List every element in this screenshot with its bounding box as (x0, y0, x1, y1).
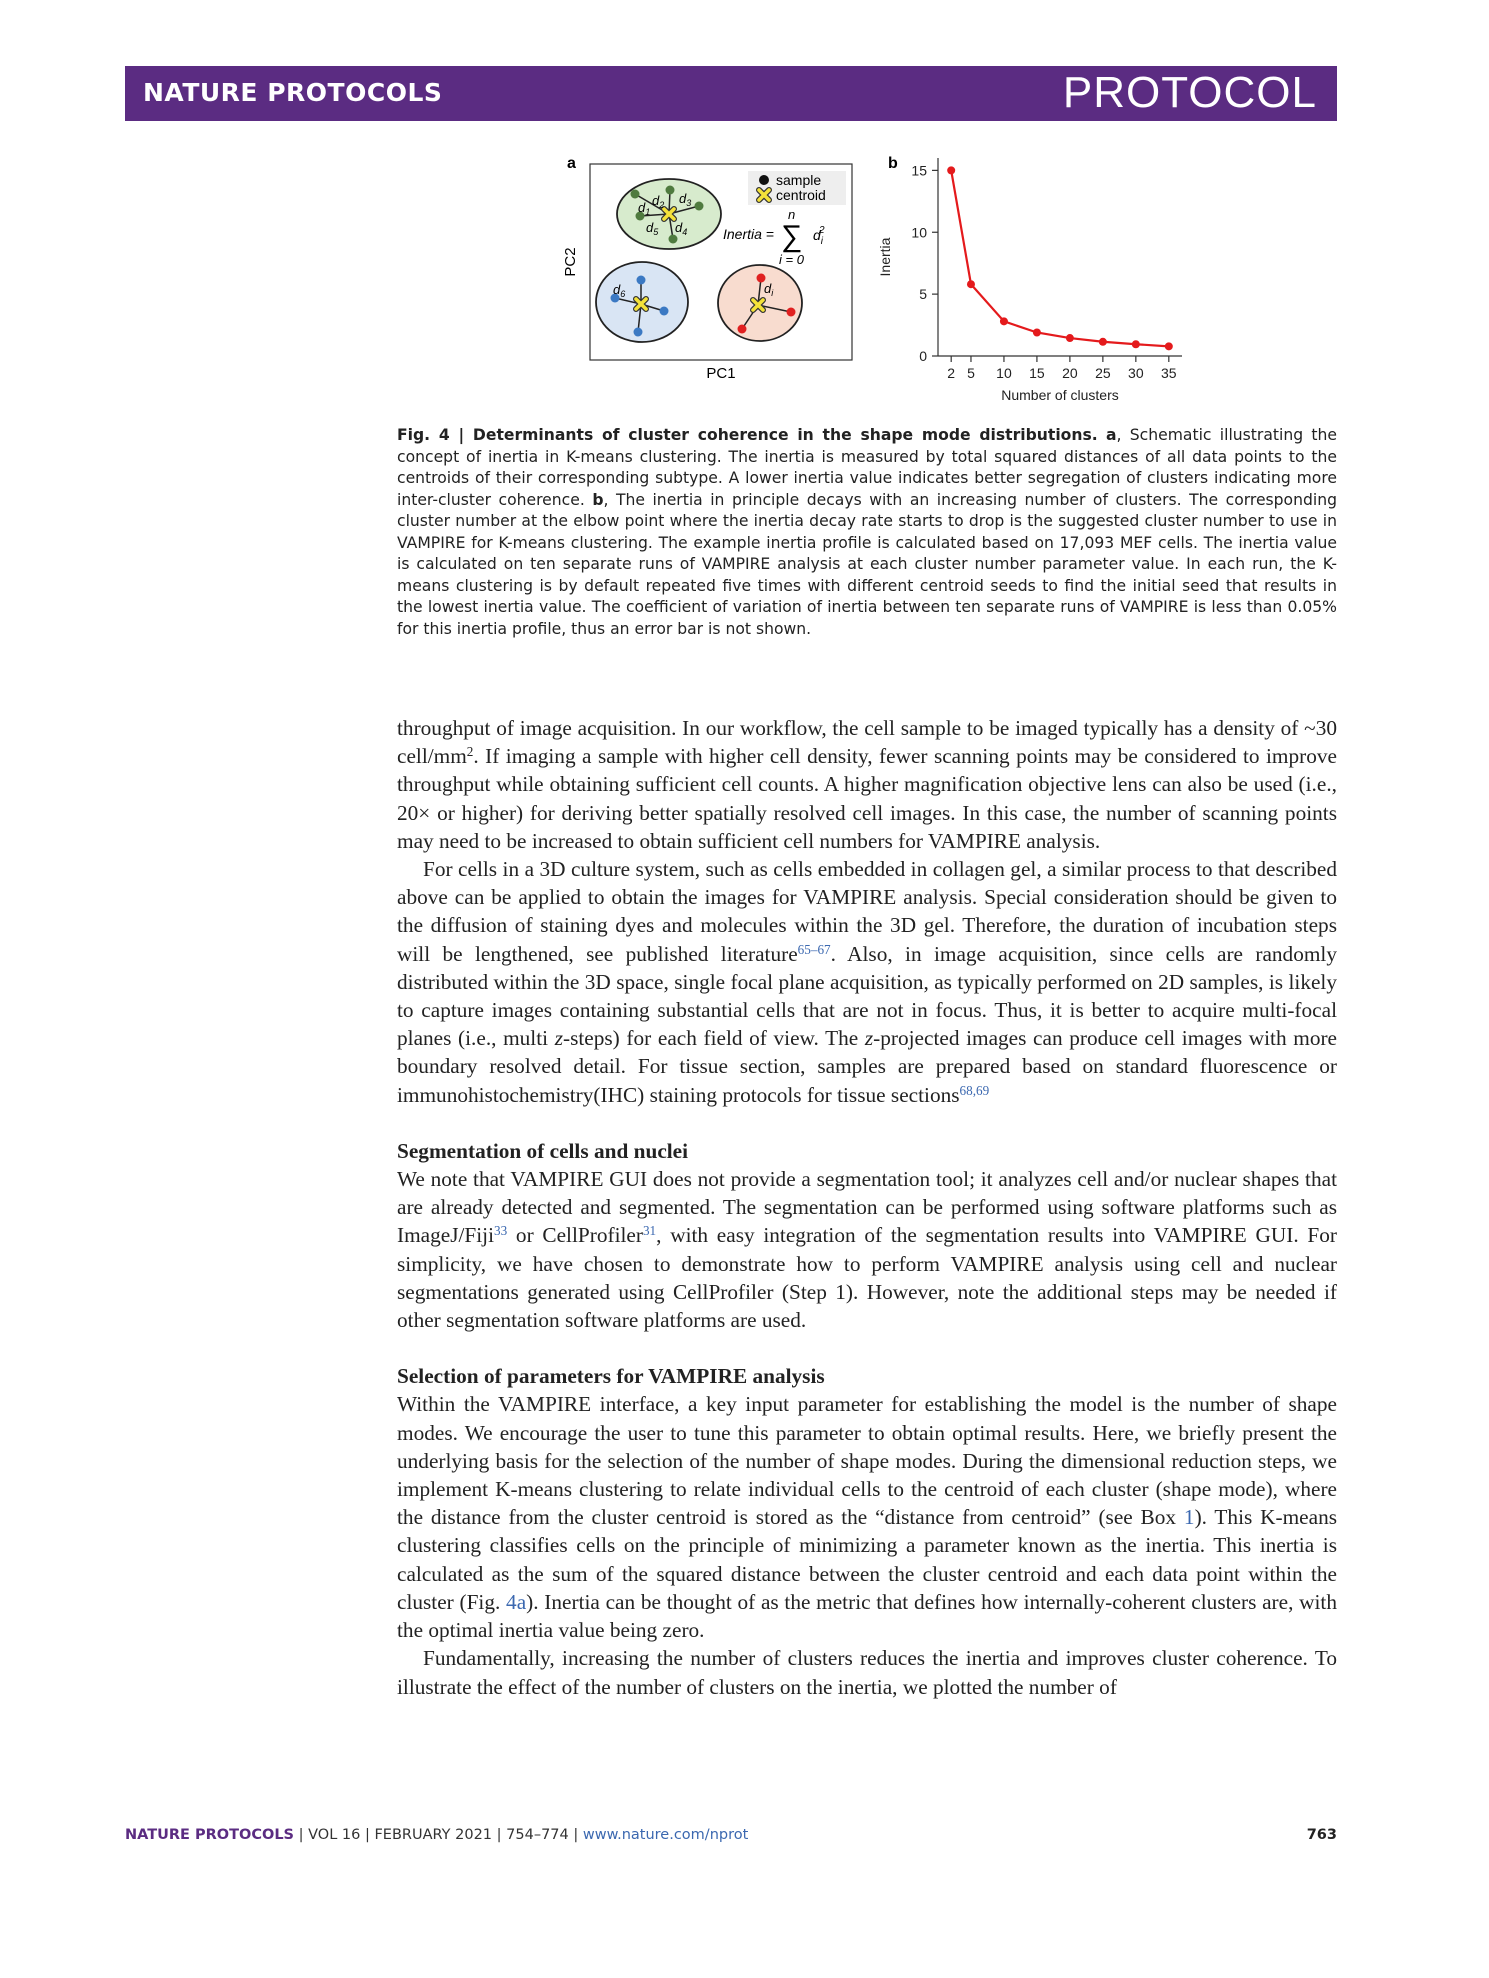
cluster-blue (596, 262, 688, 342)
label-d1: $d_1$ (638, 200, 651, 217)
data-point (1033, 328, 1041, 336)
label-di: $d_i$ (764, 281, 774, 298)
paragraph-3: We note that VAMPIRE GUI does not provide a segmentation tool; it analyzes cell and/or nuclear shapes that are already detected and segmented. The segmentation can be performed using software platforms such as ImageJ/Fiji$^{33}$ or CellProfiler$^{31}$, with easy integration of the segmentation results into VAMPIRE GUI. For simplicity, we have chosen to demonstrate how to perform VAMPIRE analysis using cell and nuclear segmentations generated using CellProfiler (Step 1). However, note the additional steps may be needed if other segmentation software platforms are used. (397, 1167, 1337, 1333)
body-text (397, 714, 1337, 1701)
x-axis-label: Number of clusters (1001, 387, 1119, 403)
inertia-chart (877, 158, 1182, 403)
page-number: 763 (1306, 1827, 1337, 1843)
x-tick-label: 5 (967, 365, 975, 381)
formula-lhs: Inertia = (723, 226, 774, 242)
y-axis-label: Inertia (877, 237, 893, 277)
caption-a-text: , Schematic illustrating the concept of inertia in K-means clustering. The inertia is measured by total squared distances of all data points to the centroids of their corresponding subtype. A lower inertia value indicates better segregation of clusters indicating more inter-cluster coherence. (397, 426, 1338, 509)
panel-a-label: a (567, 155, 576, 172)
data-point (1099, 338, 1107, 346)
label-d6: $d_6$ (613, 282, 626, 299)
cluster-green (617, 179, 721, 249)
ref-65-67[interactable]: 65–67 (797, 941, 831, 957)
footer-pages: 754–774 (506, 1827, 569, 1843)
link-box-1[interactable]: 1 (1183, 1505, 1195, 1530)
label-d4: $d_4$ (675, 220, 688, 237)
y-tick-label: 0 (919, 348, 927, 364)
article-type: PROTOCOL (1062, 68, 1317, 117)
ref-33[interactable]: 33 (494, 1223, 508, 1239)
x-tick-label: 35 (1161, 365, 1177, 381)
legend-centroid-label: centroid (776, 187, 826, 203)
paragraph-4: Within the VAMPIRE interface, a key input parameter for establishing the model is the number of shape modes. We encourage the user to tune this parameter to obtain optimal results. Here, we briefly present the underlying basis for the selection of the number of shape modes. During the dimensional reduction steps, we implement K-means clustering to relate individual cells to the centroid of each cluster (shape mode), where the distance from the cluster centroid is stored as the “distance from centroid” (see Box 1). This K-means clustering classifies cells on the principle of minimizing a parameter known as the inertia. This inertia is calculated as the sum of the squared distance between the cluster centroid and each data point within the cluster (Fig. 4a). Inertia can be thought of as the metric that defines how internally-coherent clusters are, with the optimal inertia value being zero. (397, 1392, 1338, 1643)
paragraph-1: throughput of image acquisition. In our workflow, the cell sample to be imaged typically has a density of ~30 cell/$mm^2$. If imaging a sample with higher cell density, fewer scanning points may be considered to improve throughput while obtaining sufficient cell counts. A higher magnification objective lens can also be used (i.e., 20× or higher) for deriving better spatially resolved cell images. In this case, the number of scanning points may need to be increased to obtain sufficient cell numbers for VAMPIRE analysis. (397, 716, 1337, 853)
data-point (1165, 342, 1173, 350)
panel-b-label: b (888, 155, 898, 172)
heading-segmentation: Segmentation of cells and nuclei (397, 1138, 689, 1163)
series-line (951, 170, 1169, 346)
label-d3: $d_3$ (679, 191, 692, 208)
data-point (967, 280, 975, 288)
x-tick-label: 2 (947, 365, 956, 381)
formula-top: n (788, 207, 796, 222)
x-tick-label: 10 (996, 365, 1012, 381)
y-tick-label: 15 (911, 162, 927, 179)
paragraph-5: Fundamentally, increasing the number of clusters reduces the inertia and improves cluster coherence. To illustrate the effect of the number of clusters on the inertia, we plotted the number of (397, 1646, 1337, 1699)
legend-sample-dot (759, 175, 769, 185)
ref-31[interactable]: 31 (642, 1223, 657, 1239)
data-point (1066, 334, 1074, 342)
panel-a-xlabel: PC1 (706, 365, 736, 382)
legend-centroid-icon (759, 190, 769, 200)
data-point (1132, 340, 1140, 348)
y-tick-label: 5 (919, 286, 927, 303)
link-fig-4a[interactable]: 4a (506, 1589, 527, 1614)
legend-sample-label: sample (776, 172, 822, 188)
journal-name: NATURE PROTOCOLS (143, 78, 443, 107)
x-tick-label: 30 (1128, 365, 1144, 381)
formula-term: $d_i2$ (813, 225, 825, 247)
caption-a-label: a (1106, 426, 1117, 444)
data-point (1000, 317, 1008, 325)
caption-b-label: b (592, 490, 604, 509)
header-bar (125, 66, 1337, 121)
footer-date: FEBRUARY 2021 (374, 1827, 493, 1843)
cluster-red (718, 265, 802, 341)
y-tick-label: 10 (911, 224, 927, 241)
ref-68-69[interactable]: 68,69 (959, 1082, 990, 1098)
x-tick-label: 25 (1095, 365, 1111, 381)
footer-volume: VOL 16 (308, 1827, 361, 1843)
label-d5: $d_5$ (646, 220, 659, 237)
figure-caption (397, 425, 1337, 640)
formula-bottom: i = 0 (779, 252, 804, 267)
caption-b-text: , The inertia in principle decays with an increasing number of clusters. The corresponding cluster number at the elbow point where the inertia decay rate starts to drop is the suggested cluster number to use in VAMPIRE for K-means clustering. The example inertia profile is calculated based on 17,093 MEF cells. The inertia value is calculated on ten separate runs of VAMPIRE analysis at each cluster number parameter value. In each run, the K-means clustering is by default repeated five times with different centroid seeds to find the initial seed that results in the lowest inertia value. The coefficient of variation of inertia between ten separate runs of VAMPIRE is less than 0.05% for this inertia profile, thus an error bar is not shown. (397, 490, 1337, 638)
caption-fig-label: Fig. 4 | Determinants of cluster coherence in the shape mode distributions. (397, 426, 1098, 444)
data-point (947, 166, 955, 174)
label-d2: $d_2$ (652, 193, 665, 210)
x-tick-label: 15 (1029, 365, 1045, 381)
figure-4 (555, 150, 1355, 420)
formula-sum: ∑ (781, 220, 803, 253)
paragraph-2: For cells in a 3D culture system, such as cells embedded in collagen gel, a similar process to that described above can be applied to obtain the images for VAMPIRE analysis. Special consideration should be given to the diffusion of staining dyes and molecules within the 3D gel. Therefore, the duration of incubation steps will be lengthened, see published literature$^{65-67}$. Also, in image acquisition, since cells are randomly distributed within the 3D space, single focal plane acquisition, as typically performed on 2D samples, is likely to capture images containing substantial cells that are not in focus. Thus, it is better to acquire multi-focal planes (i.e., multi z-steps) for each field of view. The z-projected images can produce cell images with more boundary resolved detail. For tissue section, samples are prepared based on standard fluorescence or immunohistochemistry(IHC) staining protocols for tissue sections$^{68,69}$ (397, 857, 1338, 1107)
footer-url[interactable]: www.nature.com/nprot (582, 1827, 749, 1843)
panel-a-ylabel: PC2 (562, 247, 579, 277)
x-tick-label: 20 (1062, 365, 1078, 381)
footer-journal: NATURE PROTOCOLS (125, 1827, 295, 1843)
figure-svg (555, 150, 1355, 420)
heading-parameters: Selection of parameters for VAMPIRE analysis (397, 1364, 825, 1389)
footer: NATURE PROTOCOLS | VOL 16 | FEBRUARY 2021 | 754–774 | www.nature.com/nprot 763 (125, 1827, 1337, 1843)
